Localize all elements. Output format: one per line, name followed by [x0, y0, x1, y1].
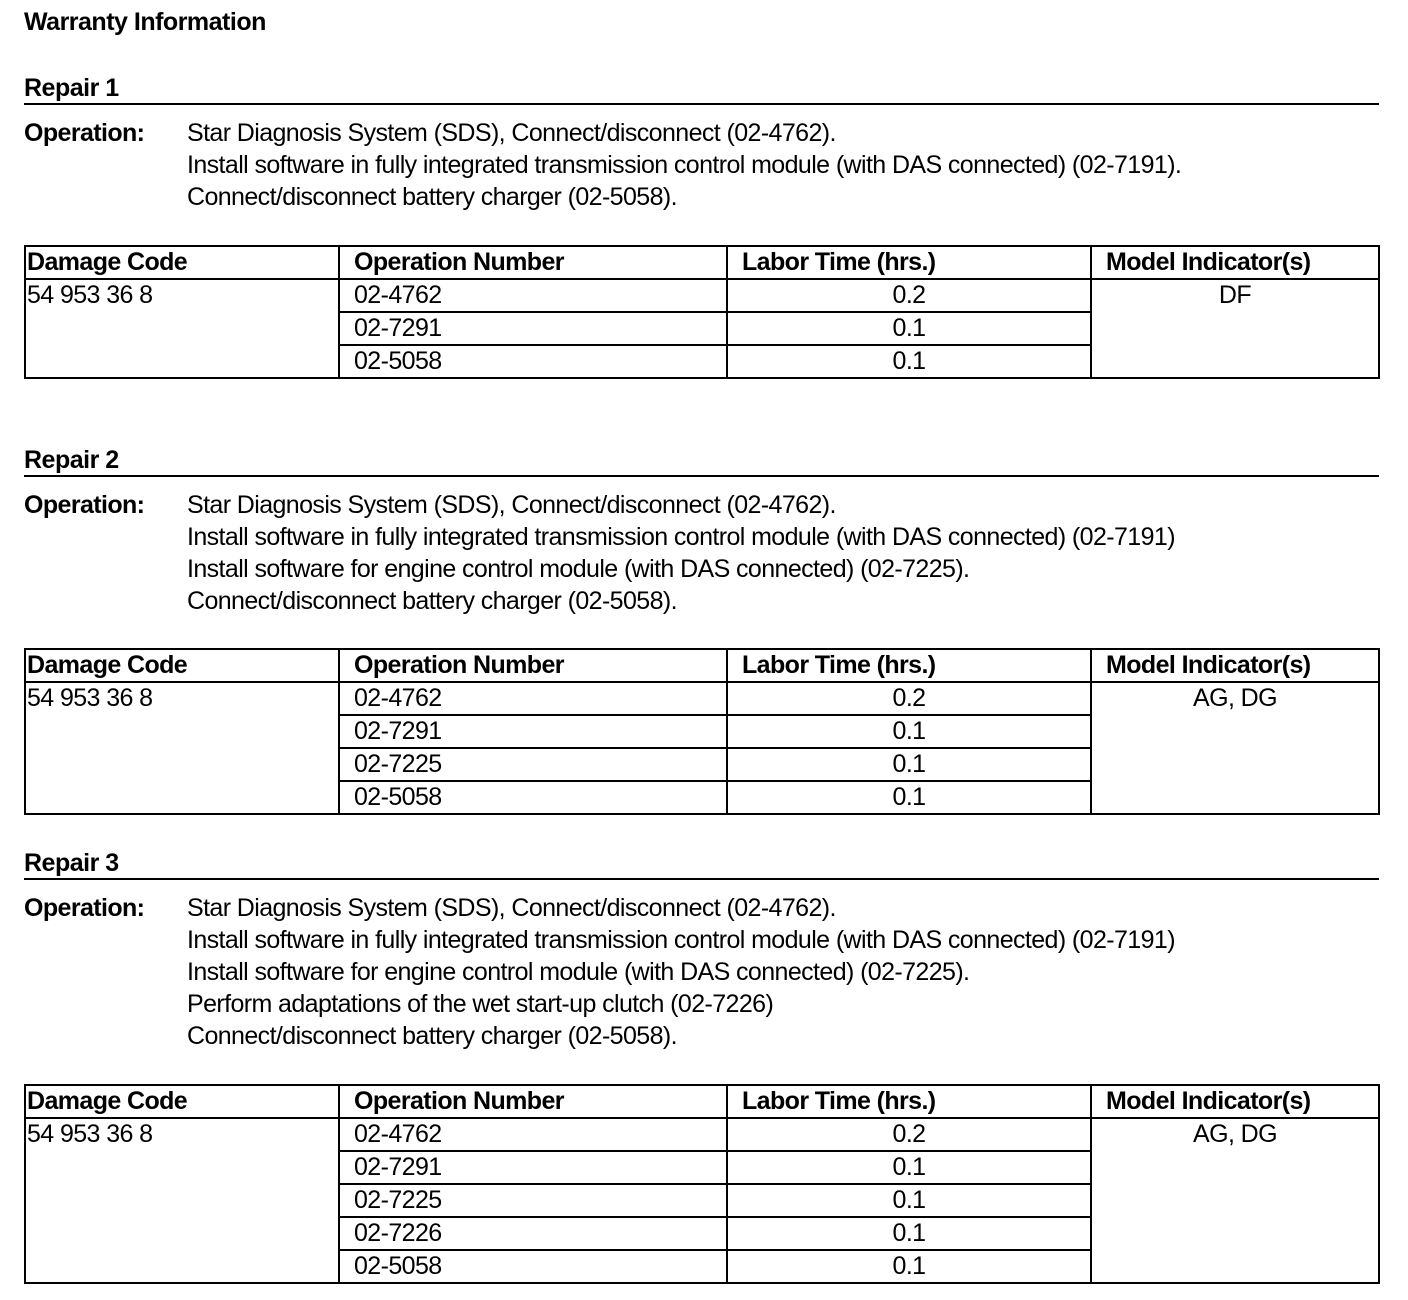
- labor-time-cell: 0.1: [727, 781, 1091, 814]
- column-header: Labor Time (hrs.): [727, 246, 1091, 279]
- repair-table: [24, 245, 1380, 379]
- operation-number-cell: 02-4762: [339, 279, 727, 312]
- column-header: Damage Code: [25, 1085, 339, 1118]
- labor-time-cell: 0.1: [727, 748, 1091, 781]
- page-title: Warranty Information: [24, 8, 266, 36]
- labor-time-cell: 0.2: [727, 279, 1091, 312]
- column-header: Model Indicator(s): [1091, 1085, 1379, 1118]
- operation-number-cell: 02-5058: [339, 781, 727, 814]
- table-header-row: [25, 246, 1379, 279]
- operation-line: Install software for engine control module (with DAS connected) (02-7225).: [187, 958, 970, 986]
- operation-number-cell: 02-5058: [339, 345, 727, 378]
- column-header: Operation Number: [339, 246, 727, 279]
- table-row: [25, 682, 1379, 715]
- repair-section: [24, 74, 1379, 375]
- operation-number-cell: 02-7291: [339, 1151, 727, 1184]
- damage-code-cell: 54 953 36 8: [25, 279, 339, 378]
- operation-line: Install software in fully integrated transmission control module (with DAS connected) (02-7191): [187, 926, 1175, 954]
- repair-heading: Repair 2: [24, 446, 1379, 477]
- labor-time-cell: 0.1: [727, 1250, 1091, 1283]
- table-header-row: [25, 1085, 1379, 1118]
- table-row: [25, 1118, 1379, 1151]
- operation-line: Connect/disconnect battery charger (02-5058).: [187, 183, 677, 211]
- model-indicator-cell: DF: [1091, 279, 1379, 378]
- labor-time-cell: 0.1: [727, 1217, 1091, 1250]
- operation-line: Connect/disconnect battery charger (02-5058).: [187, 587, 677, 615]
- operation-line: Install software in fully integrated transmission control module (with DAS connected) (02-7191).: [187, 151, 1182, 179]
- repair-section: [24, 446, 1379, 811]
- operation-label: Operation:: [24, 119, 145, 147]
- column-header: Operation Number: [339, 1085, 727, 1118]
- repair-heading: Repair 1: [24, 74, 1379, 105]
- repair-table: [24, 648, 1380, 815]
- labor-time-cell: 0.1: [727, 1151, 1091, 1184]
- operation-number-cell: 02-4762: [339, 1118, 727, 1151]
- labor-time-cell: 0.1: [727, 312, 1091, 345]
- operation-block: [24, 489, 1379, 617]
- column-header: Model Indicator(s): [1091, 246, 1379, 279]
- column-header: Model Indicator(s): [1091, 649, 1379, 682]
- operation-number-cell: 02-7291: [339, 715, 727, 748]
- damage-code-cell: 54 953 36 8: [25, 1118, 339, 1283]
- damage-code-cell: 54 953 36 8: [25, 682, 339, 814]
- column-header: Labor Time (hrs.): [727, 1085, 1091, 1118]
- labor-time-cell: 0.1: [727, 1184, 1091, 1217]
- table-row: [25, 279, 1379, 312]
- operation-number-cell: 02-7225: [339, 1184, 727, 1217]
- column-header: Operation Number: [339, 649, 727, 682]
- model-indicator-cell: AG, DG: [1091, 682, 1379, 814]
- repair-table: [24, 1084, 1380, 1284]
- labor-time-cell: 0.2: [727, 1118, 1091, 1151]
- column-header: Labor Time (hrs.): [727, 649, 1091, 682]
- operation-line: Star Diagnosis System (SDS), Connect/disconnect (02-4762).: [187, 894, 836, 922]
- operation-number-cell: 02-7291: [339, 312, 727, 345]
- operation-line: Install software for engine control module (with DAS connected) (02-7225).: [187, 555, 970, 583]
- table-header-row: [25, 649, 1379, 682]
- operation-label: Operation:: [24, 894, 145, 922]
- labor-time-cell: 0.2: [727, 682, 1091, 715]
- operation-line: Install software in fully integrated transmission control module (with DAS connected) (02-7191): [187, 523, 1175, 551]
- repair-section: [24, 849, 1379, 1280]
- operation-line: Connect/disconnect battery charger (02-5058).: [187, 1022, 677, 1050]
- operation-number-cell: 02-4762: [339, 682, 727, 715]
- operation-number-cell: 02-7226: [339, 1217, 727, 1250]
- model-indicator-cell: AG, DG: [1091, 1118, 1379, 1283]
- operation-block: [24, 892, 1379, 1052]
- operation-block: [24, 117, 1379, 213]
- repair-heading: Repair 3: [24, 849, 1379, 880]
- labor-time-cell: 0.1: [727, 715, 1091, 748]
- column-header: Damage Code: [25, 649, 339, 682]
- operation-number-cell: 02-7225: [339, 748, 727, 781]
- operation-line: Star Diagnosis System (SDS), Connect/disconnect (02-4762).: [187, 119, 836, 147]
- operation-line: Perform adaptations of the wet start-up clutch (02-7226): [187, 990, 774, 1018]
- operation-line: Star Diagnosis System (SDS), Connect/disconnect (02-4762).: [187, 491, 836, 519]
- operation-label: Operation:: [24, 491, 145, 519]
- labor-time-cell: 0.1: [727, 345, 1091, 378]
- column-header: Damage Code: [25, 246, 339, 279]
- operation-number-cell: 02-5058: [339, 1250, 727, 1283]
